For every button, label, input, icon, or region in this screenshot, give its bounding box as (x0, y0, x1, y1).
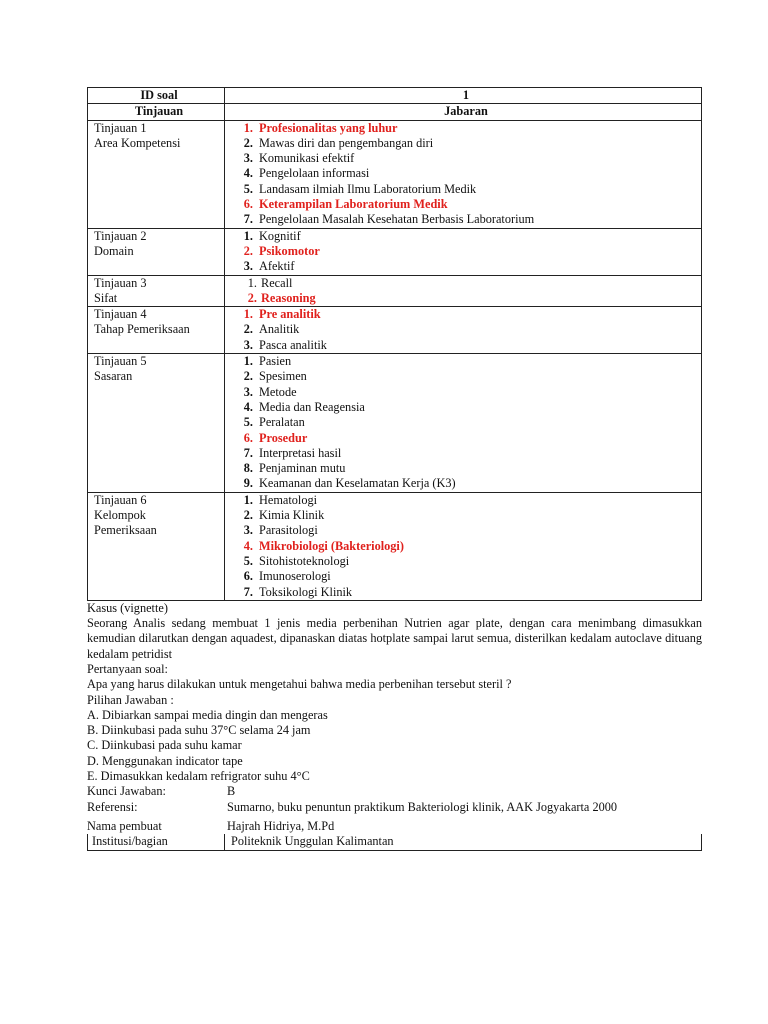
item-number: 3. (243, 259, 253, 274)
institution-value: Politeknik Unggulan Kalimantan (231, 834, 394, 849)
item-number: 3. (243, 384, 253, 399)
item-number: 6. (243, 569, 253, 584)
case-label: Kasus (vignette) (87, 600, 168, 615)
item-number: 1. (247, 275, 257, 290)
item-number: 1. (243, 228, 253, 243)
jabaran-item (231, 554, 701, 569)
tinjauan-title: Tinjauan 4 (94, 307, 147, 322)
tinjauan-subtitle: Sasaran (94, 369, 133, 384)
tinjauan-subtitle: Domain (94, 243, 134, 258)
item-text: Kognitif (259, 228, 301, 243)
tinjauan-label-cell (88, 354, 225, 493)
tinjauan-row (88, 492, 702, 600)
jabaran-header: Jabaran (225, 104, 702, 120)
question-sheet (87, 87, 702, 851)
table-subheader-row (88, 104, 702, 120)
item-text: Pengelolaan Masalah Kesehatan Berbasis Laboratorium (259, 212, 535, 227)
tinjauan-label-cell (88, 307, 225, 354)
tinjauan-title: Tinjauan 5 (94, 354, 147, 369)
choice-e: E. Dimasukkan kedalam refrigrator suhu 4°C (87, 769, 310, 784)
jabaran-item (231, 197, 701, 212)
tinjauan-title: Tinjauan 1 (94, 120, 147, 135)
jabaran-item (231, 508, 701, 523)
jabaran-item (231, 493, 701, 508)
item-number: 2. (243, 369, 253, 384)
item-number: 1. (243, 492, 253, 507)
review-table (87, 87, 702, 601)
item-text: Komunikasi efektif (259, 151, 355, 166)
choice-a: A. Dibiarkan sampai media dingin dan mengeras (87, 707, 328, 722)
item-number: 1. (243, 120, 253, 135)
item-text: Psikomotor (259, 243, 320, 258)
table-header-row (88, 88, 702, 104)
author-row (87, 819, 702, 834)
tinjauan-row (88, 354, 702, 493)
answer-key-label: Kunci Jawaban: (87, 784, 166, 799)
institution-row (87, 834, 702, 850)
item-number: 2. (243, 508, 253, 523)
item-number: 2. (243, 135, 253, 150)
jabaran-item (231, 229, 701, 244)
jabaran-item (231, 166, 701, 181)
item-number: 5. (243, 181, 253, 196)
item-text: Afektif (259, 259, 295, 274)
jabaran-item (231, 322, 701, 337)
jabaran-item (231, 354, 701, 369)
reference-row (87, 800, 702, 815)
jabaran-item (231, 431, 701, 446)
id-soal-label: ID soal (88, 88, 225, 104)
jabaran-cell (225, 354, 702, 493)
item-text: Pengelolaan informasi (259, 166, 370, 181)
jabaran-item (231, 182, 701, 197)
item-number: 3. (243, 151, 253, 166)
item-text: Sitohistoteknologi (259, 553, 350, 568)
item-text: Interpretasi hasil (259, 445, 342, 460)
item-text: Spesimen (259, 369, 307, 384)
jabaran-item (231, 369, 701, 384)
choice-c: C. Diinkubasi pada suhu kamar (87, 738, 242, 753)
jabaran-item (231, 259, 701, 274)
reference-value: Sumarno, buku penuntun praktikum Bakteriologi klinik, AAK Jogyakarta 2000 (227, 799, 618, 814)
choice-d: D. Menggunakan indicator tape (87, 753, 243, 768)
item-number: 9. (243, 476, 253, 491)
author-label: Nama pembuat (87, 818, 162, 833)
tinjauan-subtitle: Tahap Pemeriksaan (94, 322, 190, 337)
jabaran-item (231, 585, 701, 600)
item-number: 7. (243, 445, 253, 460)
item-text: Landasam ilmiah Ilmu Laboratorium Medik (259, 181, 477, 196)
tinjauan-header: Tinjauan (88, 104, 225, 120)
choices-label: Pilihan Jawaban : (87, 692, 174, 707)
item-number: 2. (247, 290, 257, 305)
item-number: 5. (243, 553, 253, 568)
reference-label: Referensi: (87, 799, 138, 814)
item-number: 1. (243, 354, 253, 369)
case-text: Seorang Analis sedang membuat 1 jenis media perbenihan Nutrien agar plate, dengan cara menimbang dimasukkan kemudian dilarutkan dengan aquadest, dipanaskan diatas hotplate sampai larut semua, disterilkan kedalam autoclave dituang kedalam petridist (87, 616, 702, 661)
jabaran-item (231, 415, 701, 430)
question-text: Apa yang harus dilakukan untuk mengetahui bahwa media perbenihan tersebut steril ? (87, 677, 512, 692)
tinjauan-subtitle: Sifat (94, 290, 118, 305)
jabaran-item (231, 136, 701, 151)
item-number: 4. (243, 399, 253, 414)
item-text: Recall (261, 275, 293, 290)
item-text: Imunoserologi (259, 569, 331, 584)
tinjauan-label-cell (88, 492, 225, 600)
item-text: Mikrobiologi (Bakteriologi) (259, 538, 404, 553)
item-text: Profesionalitas yang luhur (259, 120, 398, 135)
tinjauan-rows (88, 120, 702, 600)
item-number: 3. (243, 523, 253, 538)
item-text: Kimia Klinik (259, 508, 325, 523)
item-text: Mawas diri dan pengembangan diri (259, 135, 434, 150)
tinjauan-row (88, 120, 702, 228)
jabaran-item (231, 476, 701, 491)
item-text: Toksikologi Klinik (259, 584, 353, 599)
id-soal-value: 1 (225, 88, 702, 104)
item-text: Prosedur (259, 430, 308, 445)
item-number: 8. (243, 461, 253, 476)
answer-key-row (87, 784, 702, 799)
tinjauan-label-cell (88, 275, 225, 307)
item-text: Parasitologi (259, 523, 318, 538)
item-text: Pre analitik (259, 307, 321, 322)
jabaran-item (231, 338, 701, 353)
item-number: 2. (243, 243, 253, 258)
question-label: Pertanyaan soal: (87, 661, 168, 676)
jabaran-cell (225, 307, 702, 354)
jabaran-cell (225, 492, 702, 600)
jabaran-cell (225, 275, 702, 307)
jabaran-cell (225, 120, 702, 228)
tinjauan-subtitle: Kelompok (94, 508, 146, 523)
item-text: Peralatan (259, 415, 305, 430)
jabaran-item (231, 291, 701, 306)
tinjauan-row (88, 275, 702, 307)
jabaran-item (231, 461, 701, 476)
jabaran-item (231, 446, 701, 461)
item-text: Hematologi (259, 492, 318, 507)
case-section (87, 601, 702, 851)
tinjauan-label-cell (88, 120, 225, 228)
jabaran-item (231, 307, 701, 322)
author-value: Hajrah Hidriya, M.Pd (227, 818, 335, 833)
jabaran-item (231, 400, 701, 415)
jabaran-item (231, 151, 701, 166)
tinjauan-row (88, 307, 702, 354)
item-number: 5. (243, 415, 253, 430)
choice-b: B. Diinkubasi pada suhu 37°C selama 24 jam (87, 723, 311, 738)
tinjauan-subtitle: Area Kompetensi (94, 135, 181, 150)
item-text: Pasca analitik (259, 337, 327, 352)
jabaran-item (231, 212, 701, 227)
jabaran-item (231, 276, 701, 291)
jabaran-item (231, 569, 701, 584)
item-text: Keterampilan Laboratorium Medik (259, 197, 448, 212)
item-number: 6. (243, 430, 253, 445)
jabaran-item (231, 385, 701, 400)
tinjauan-subtitle: Pemeriksaan (94, 523, 157, 538)
item-text: Penjaminan mutu (259, 461, 346, 476)
item-number: 4. (243, 166, 253, 181)
jabaran-item (231, 244, 701, 259)
tinjauan-title: Tinjauan 2 (94, 228, 147, 243)
tinjauan-row (88, 228, 702, 275)
jabaran-item (231, 121, 701, 136)
jabaran-cell (225, 228, 702, 275)
item-number: 3. (243, 337, 253, 352)
item-number: 7. (243, 584, 253, 599)
item-text: Media dan Reagensia (259, 399, 365, 414)
item-text: Reasoning (261, 290, 316, 305)
item-text: Keamanan dan Keselamatan Kerja (K3) (259, 476, 456, 491)
item-number: 1. (243, 307, 253, 322)
answer-key-value: B (227, 784, 236, 799)
institution-label: Institusi/bagian (88, 834, 225, 849)
jabaran-item (231, 523, 701, 538)
item-text: Analitik (259, 322, 300, 337)
item-number: 7. (243, 212, 253, 227)
item-number: 2. (243, 322, 253, 337)
jabaran-item (231, 539, 701, 554)
tinjauan-title: Tinjauan 3 (94, 275, 147, 290)
item-text: Pasien (259, 354, 292, 369)
tinjauan-title: Tinjauan 6 (94, 492, 147, 507)
item-number: 6. (243, 197, 253, 212)
item-text: Metode (259, 384, 297, 399)
tinjauan-label-cell (88, 228, 225, 275)
item-number: 4. (243, 538, 253, 553)
